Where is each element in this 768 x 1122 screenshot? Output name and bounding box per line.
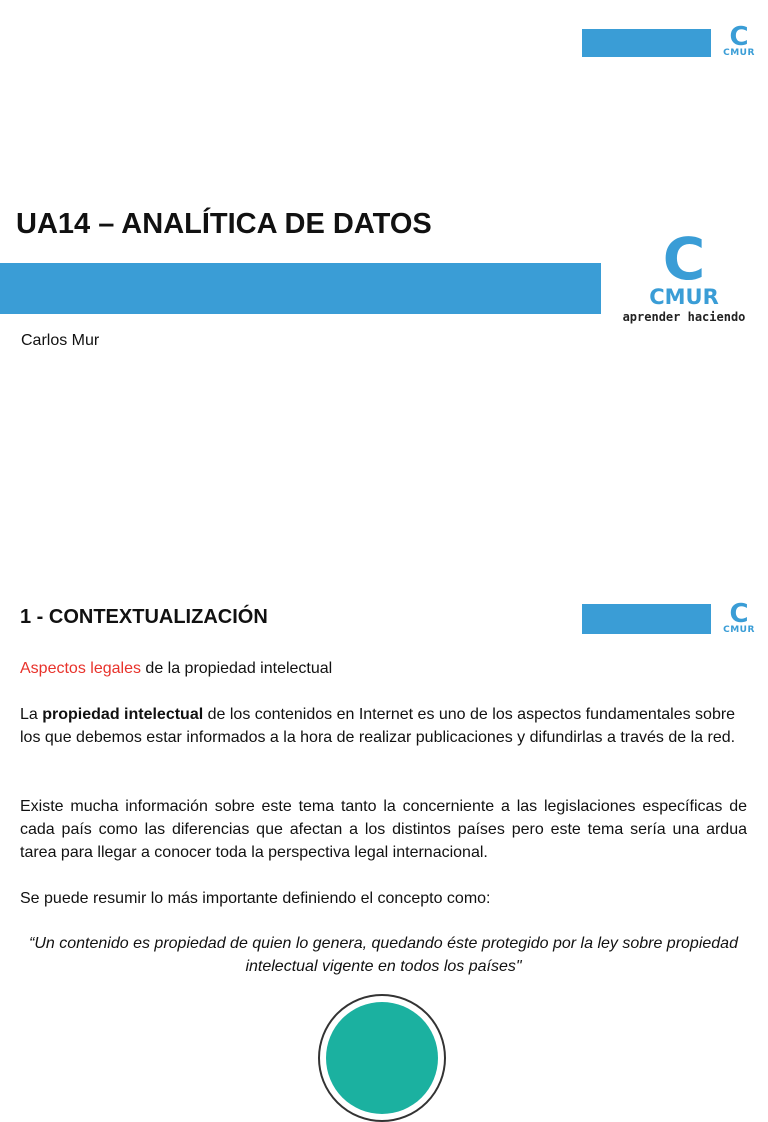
- logo-c-large-icon: C: [662, 225, 706, 293]
- title-accent-bar: [0, 263, 601, 314]
- p1-rest: de los contenidos en Internet es uno de los aspectos fundamentales sobre los que debemos estar informados a la hora de realizar publicaciones y difundirlas a través de la red.: [20, 706, 736, 746]
- teal-circle-fill: [326, 1002, 438, 1114]
- logo-slogan: aprender haciendo: [622, 310, 746, 324]
- logo-text-2: CMUR: [723, 625, 755, 635]
- logo-text: CMUR: [723, 48, 755, 58]
- section-accent-bar: [582, 604, 711, 634]
- cmur-logo-small: [719, 22, 759, 58]
- subtitle-highlight: Aspectos legales: [20, 660, 141, 677]
- subtitle-rest: de la propiedad intelectual: [140, 660, 333, 677]
- logo-c-icon-2: C: [729, 599, 749, 629]
- paragraph-1: [20, 703, 747, 749]
- definition-quote: “Un contenido es propiedad de quien lo genera, quedando éste protegido por la ley sobre propiedad intelectual vigente en todos los países": [29, 935, 738, 975]
- paragraph-2: Existe mucha información sobre este tema tanto la concerniente a las legislaciones específicas de cada país como las diferencias que afectan a los distintos países pero este tema sería una ardua tarea para llegar a conocer toda la perspectiva legal internacional.: [20, 798, 747, 861]
- cmur-logo-small-2: [719, 599, 759, 635]
- teal-circle-graphic: [318, 994, 446, 1122]
- author-name: Carlos Mur: [21, 332, 100, 349]
- logo-c-icon: C: [729, 22, 749, 52]
- slide-title: UA14 – ANALÍTICA DE DATOS: [16, 208, 432, 240]
- section-subtitle: [20, 657, 747, 680]
- section-heading: 1 - CONTEXTUALIZACIÓN: [20, 606, 268, 628]
- paragraph-3: Se puede resumir lo más importante definiendo el concepto como:: [20, 890, 491, 907]
- header-accent-bar: [582, 29, 711, 57]
- logo-large-text: CMUR: [649, 285, 719, 309]
- p1-bold: propiedad intelectual: [42, 706, 204, 723]
- p1-start: La: [20, 706, 43, 723]
- cmur-logo-large: [616, 225, 752, 340]
